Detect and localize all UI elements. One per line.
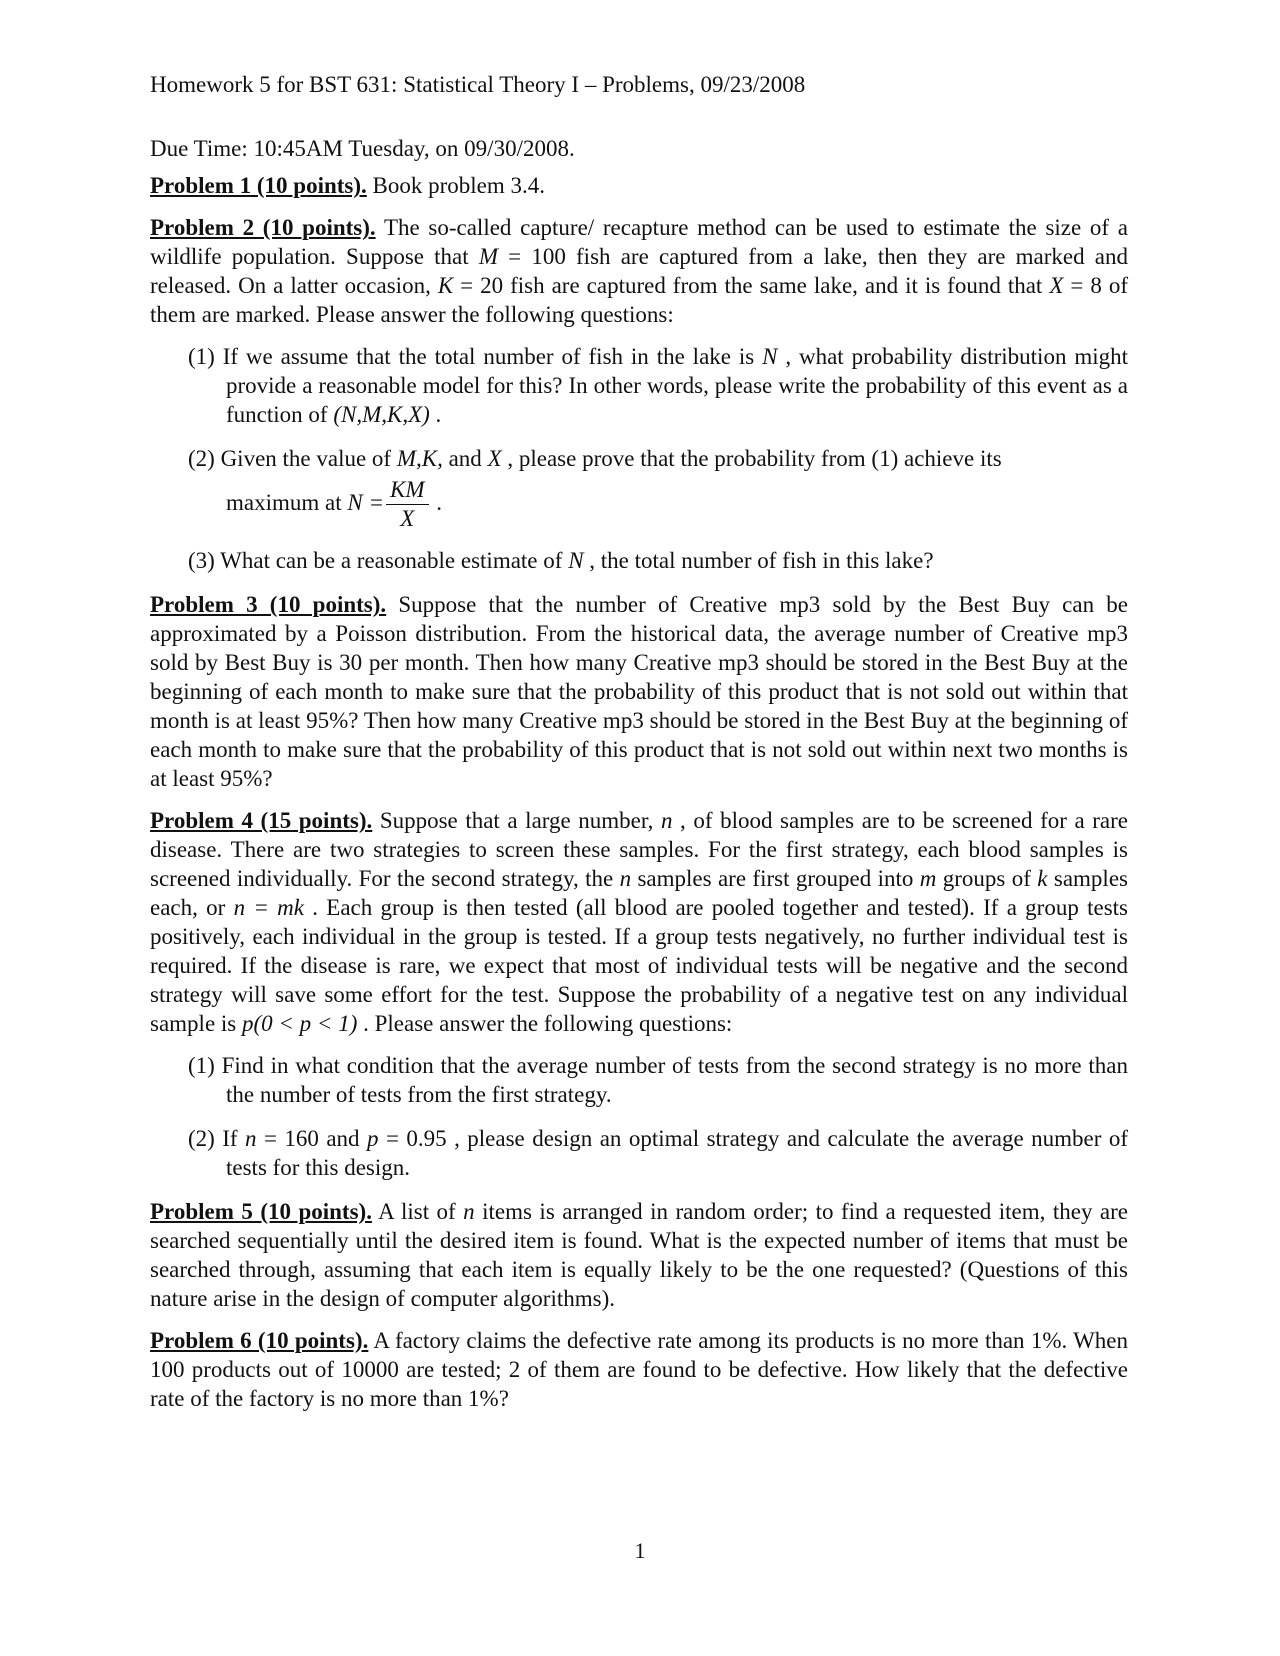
question-text: , the total number of fish in this lake?: [583, 548, 934, 573]
page-header: Homework 5 for BST 631: Statistical Theory I – Problems, 09/23/2008: [150, 72, 806, 97]
math-var: X: [1049, 273, 1064, 298]
fraction-numerator: KM: [386, 477, 429, 505]
question-text: (1) If we assume that the total number of fish in the lake is: [188, 344, 763, 369]
problem-5: [150, 1197, 1128, 1313]
math-value: = 20: [453, 273, 504, 298]
problem-4-text: samples are first grouped into: [631, 866, 920, 891]
problem-4-question-2: [188, 1124, 1128, 1182]
question-text: , what probability distribution might provide a reasonable model for this? In other words, please write the probability of this event as a function of: [226, 344, 1129, 427]
math-var: n: [463, 1199, 475, 1224]
problem-2-question-3: [188, 546, 1128, 575]
problem-4-text: . Each group is then tested (all blood are pooled together and tested). If a group tests positively, each individual in the group is tested. If a group tests negatively, no further individual test is required. If the disease is rare, we expect that most of individual tests will be negative and the second strategy will save some effort for the test. Suppose the probability of a negative test on any individual sample is: [150, 895, 1129, 1036]
problem-4-text: groups of: [936, 866, 1038, 891]
math-var: N: [568, 548, 584, 573]
math-var: n: [660, 808, 673, 833]
problem-4-text: , of blood samples are to be screened for a rare disease. There are two strategies to screen these samples. For the first strategy, each blood samples is screened individually. For the second strategy, the: [150, 808, 1128, 891]
math-expression: N =: [347, 489, 384, 515]
math-var: n: [245, 1126, 257, 1151]
math-value: = 100: [498, 244, 566, 269]
document-page: [150, 70, 1128, 1426]
math-value: = 160: [256, 1126, 319, 1151]
page-number: 1: [634, 1538, 646, 1563]
question-text: maximum at: [226, 489, 348, 515]
question-text: .: [429, 402, 442, 427]
math-var: K: [437, 273, 454, 298]
problem-2: [150, 213, 1128, 329]
math-expression: M,K,: [396, 446, 443, 471]
math-var: M: [478, 244, 498, 269]
problem-5-text: items is arranged in random order; to find a requested item, they are searched sequentially until the desired item is found. What is the expected number of items that must be searched through, assuming that each item is equally likely to be the one requested? (Questions of this nature arise in the design of computer algorithms).: [150, 1199, 1128, 1311]
math-expression: (N,M,K,X): [333, 402, 430, 427]
problem-2-text: fish are captured from the same lake, and it is found that: [503, 273, 1050, 298]
problem-2-question-1: [188, 342, 1128, 429]
math-var: m: [919, 866, 937, 891]
problem-6: [150, 1326, 1128, 1413]
question-text: (3) What can be a reasonable estimate of: [188, 548, 569, 573]
problem-2-title: Problem 2 (10 points).: [150, 215, 376, 240]
problem-6-title: Problem 6 (10 points).: [150, 1328, 369, 1353]
math-expression: n = mk: [233, 895, 304, 920]
math-var: N: [762, 344, 778, 369]
problem-4-text: samples each, or: [150, 866, 1128, 920]
math-var: k: [1037, 866, 1048, 891]
problem-4-question-1: (1) Find in what condition that the average number of tests from the second strategy is no more than the number of tests from the first strategy.: [188, 1053, 1128, 1107]
problem-5-text: A list of: [371, 1199, 464, 1224]
problem-1-title: Problem 1 (10 points).: [150, 173, 367, 198]
problem-4: [150, 806, 1128, 1038]
problem-3: [150, 590, 1128, 793]
question-text: (2) Given the value of: [188, 446, 397, 471]
math-var: n: [619, 866, 632, 891]
problem-4-text: Suppose that a large number,: [372, 808, 661, 833]
math-expression: p(0 < p < 1): [242, 1011, 358, 1036]
fraction-denominator: X: [400, 506, 415, 531]
problem-1: [150, 171, 1128, 200]
problem-5-title: Problem 5 (10 points).: [150, 1199, 372, 1224]
problem-2-question-2: [188, 444, 1128, 473]
problem-3-title: Problem 3 (10 points).: [150, 592, 387, 617]
problem-4-text: . Please answer the following questions:: [357, 1011, 733, 1036]
problem-2-text: fish are captured from a lake, then they are marked and released. On a latter occasion,: [150, 244, 1128, 298]
question-text: (2) If: [188, 1126, 246, 1151]
problem-4-title: Problem 4 (15 points).: [150, 808, 373, 833]
problem-1-text: Book problem 3.4.: [366, 173, 546, 198]
math-var: p: [367, 1126, 379, 1151]
problem-3-text: Suppose that the number of Creative mp3 sold by the Best Buy can be approximated by a Poisson distribution. From the historical data, the average number of Creative mp3 sold by Best Buy is 30 per month. Then how many Creative mp3 should be stored in the Best Buy at the beginning of each month to make sure that the probability of this product that is not sold out within that month is at least 95%? Then how many Creative mp3 should be stored in the Best Buy at the beginning of each month to make sure that the probability of this product that is not sold out within next two months is at least 95%?: [150, 592, 1129, 791]
problem-6-text: A factory claims the defective rate among its products is no more than 1%. When 100 products out of 10000 are tested; 2 of them are found to be defective. How likely that the defective rate of the factory is no more than 1%?: [150, 1328, 1128, 1411]
question-text: and: [442, 446, 488, 471]
question-text: , please design an optimal strategy and calculate the average number of tests for this design.: [226, 1126, 1128, 1180]
math-var: X: [487, 446, 502, 471]
question-text: , please prove that the probability from (1) achieve its: [501, 446, 1002, 471]
problem-2-text: The so-called capture/ recapture method can be used to estimate the size of a wildlife population. Suppose that: [150, 215, 1128, 269]
question-text: .: [430, 489, 442, 515]
math-value: = 8: [1063, 273, 1102, 298]
question-text: and: [318, 1126, 368, 1151]
problem-2-text: of them are marked. Please answer the following questions:: [150, 273, 1128, 327]
problem-2-question-2-formula: [188, 477, 1128, 532]
math-value: = 0.95: [378, 1126, 447, 1151]
fraction: [386, 477, 429, 532]
due-time: Due Time: 10:45AM Tuesday, on 09/30/2008.: [150, 136, 575, 161]
